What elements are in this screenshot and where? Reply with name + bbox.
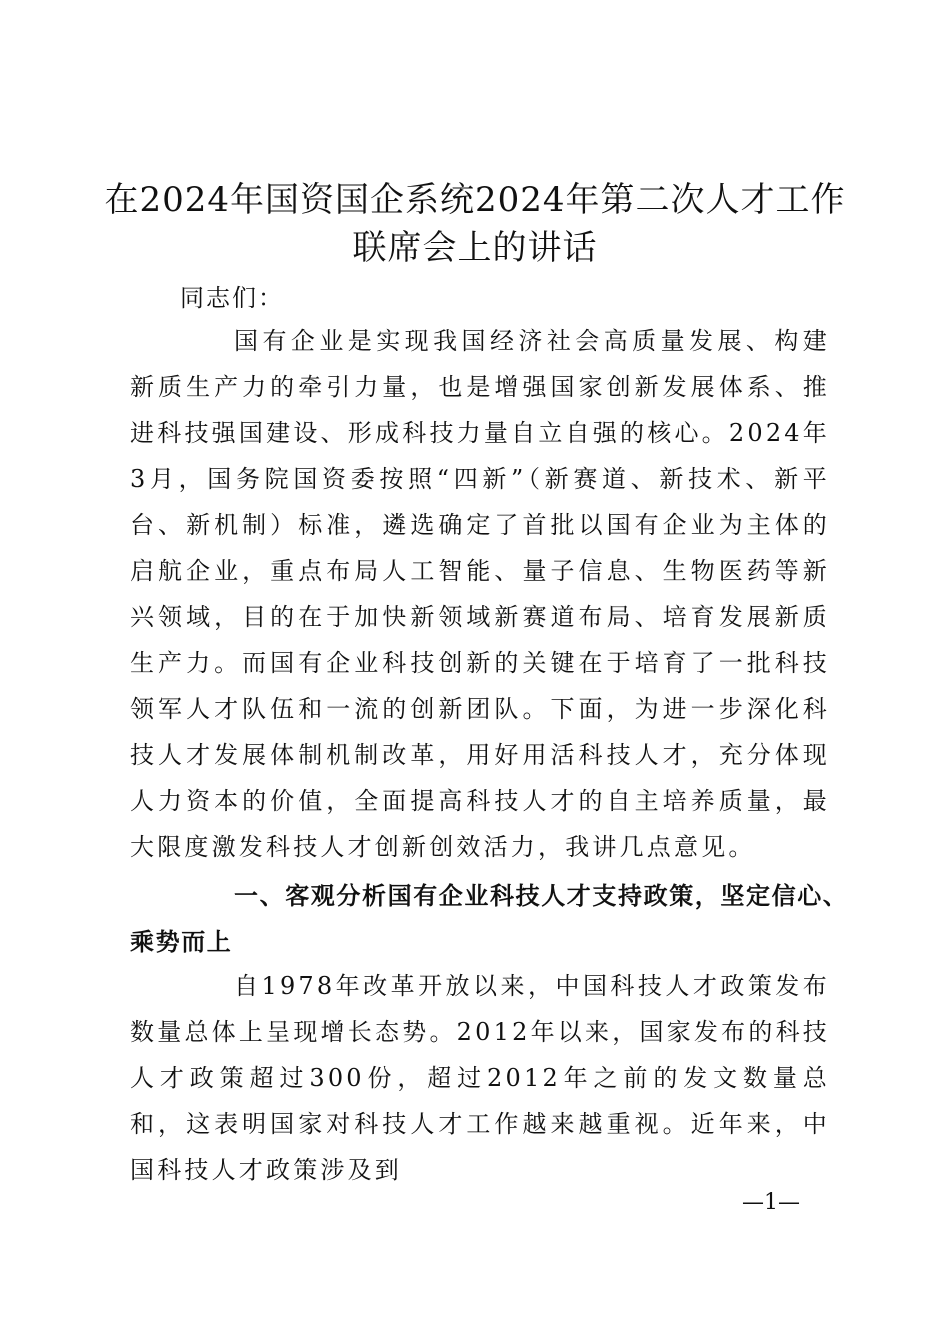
- body-paragraph-policy: 自1978年改革开放以来，中国科技人才政策发布数量总体上呈现增长态势。2012年以来，国家发布的科技人才政策超过300份，超过2012年之前的发文数量总和，这表明国家对科技人才工作越来越重视。近年来，中国科技人才政策涉及到: [130, 972, 830, 1184]
- body-paragraph-intro: 国有企业是实现我国经济社会高质量发展、构建新质生产力的牵引力量，也是增强国家创新发展体系、推进科技强国建设、形成科技力量自立自强的核心。2024年3月，国务院国资委按照“四新”（新赛道、新技术、新平台、新机制）标准，遴选确定了首批以国有企业为主体的启航企业，重点布局人工智能、量子信息、生物医药等新兴领域，目的在于加快新领域新赛道布局、培育发展新质生产力。而国有企业科技创新的关键在于培育了一批科技领军人才队伍和一流的创新团队。下面，为进一步深化科技人才发展体制机制改革，用好用活科技人才，充分体现人力资本的价值，全面提高科技人才的自主培养质量，最大限度激发科技人才创新创效活力，我讲几点意见。: [130, 327, 830, 861]
- section-heading: 一、客观分析国有企业科技人才支持政策，坚定信心、乘势而上: [130, 882, 849, 956]
- document-title: 在2024年国资国企系统2024年第二次人才工作联席会上的讲话: [104, 180, 846, 268]
- page-number: —1—: [742, 1190, 800, 1215]
- salutation: 同志们：: [180, 284, 284, 312]
